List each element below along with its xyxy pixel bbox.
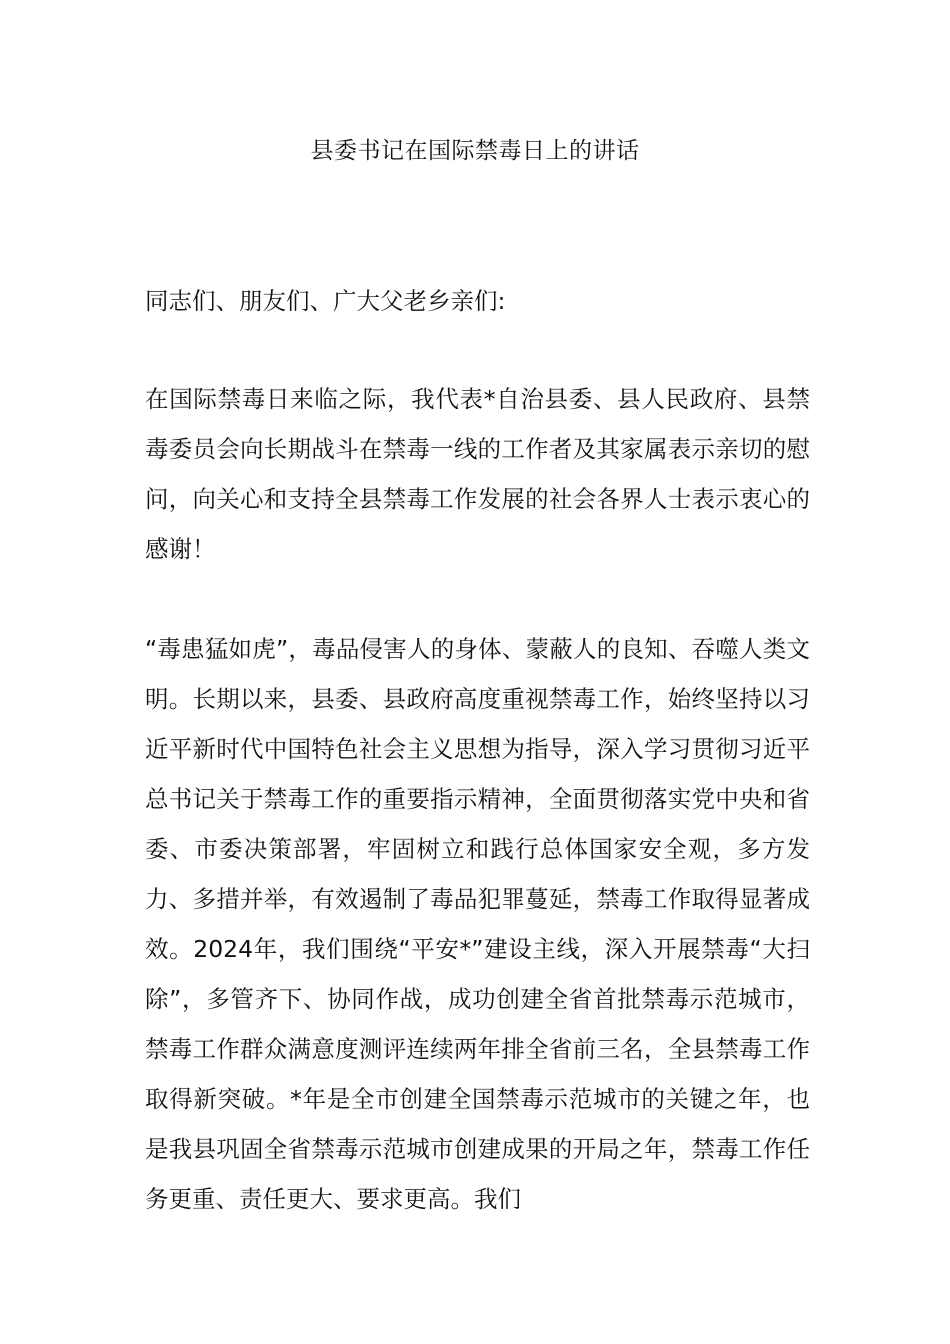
paragraph-condolence: 在国际禁毒日来临之际，我代表*自治县委、县人民政府、县禁毒委员会向长期战斗在禁毒一线的工作者及其家属表示亲切的慰问，向关心和支持全县禁毒工作发展的社会各界人士表示衷心的感谢！ xyxy=(145,385,810,563)
document-title: 县委书记在国际禁毒日上的讲话 xyxy=(310,138,640,164)
salutation: 同志们、朋友们、广大父老乡亲们: xyxy=(145,287,506,315)
paragraph-achievements: “毒患猛如虎”，毒品侵害人的身体、蒙蔽人的良知、吞噬人类文明。长期以来，县委、县政府高度重视禁毒工作，始终坚持以习近平新时代中国特色社会主义思想为指导，深入学习贯彻习近平总书记关于禁毒工作的重要指示精神，全面贯彻落实党中央和省委、市委决策部署，牢固树立和践行总体国家安全观，多方发力、多措并举，有效遏制了毒品犯罪蔓延，禁毒工作取得显著成效。2024年，我们围绕“平安*”建设主线，深入开展禁毒“大扫除”，多管齐下、协同作战，成功创建全省首批禁毒示范城市，禁毒工作群众满意度测评连续两年排全省前三名，全县禁毒工作取得新突破。*年是全市创建全国禁毒示范城市的关键之年，也是我县巩固全省禁毒示范城市创建成果的开局之年，禁毒工作任务更重、责任更大、要求更高。我们 xyxy=(145,635,810,1213)
